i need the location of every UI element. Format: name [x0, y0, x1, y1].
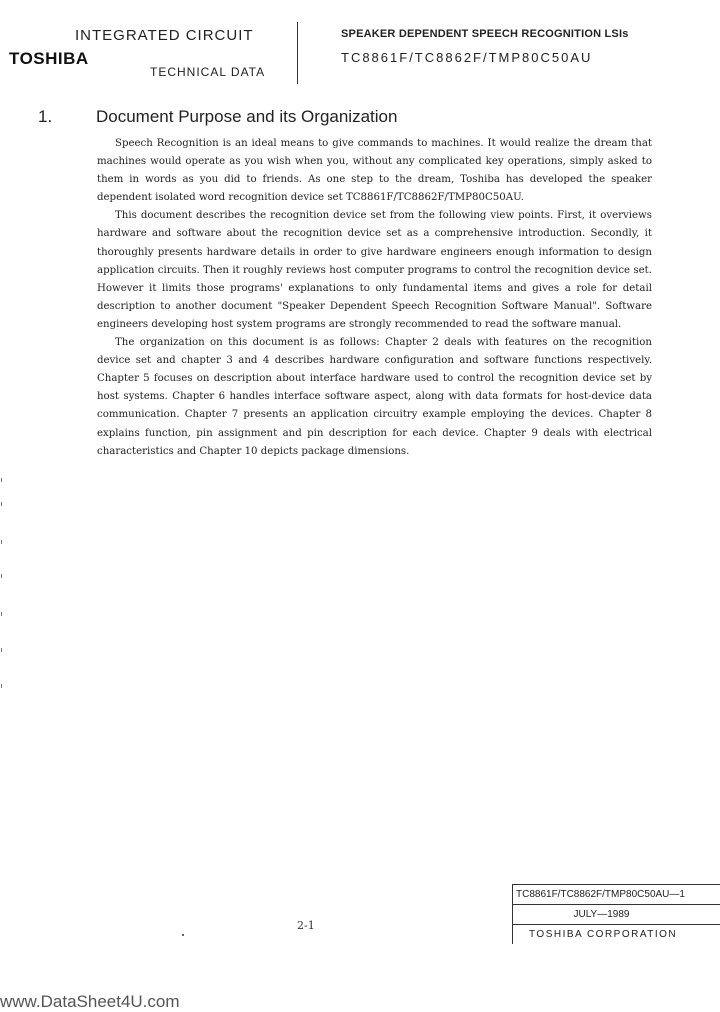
body-text: [97, 135, 652, 461]
margin-mark: [1, 648, 2, 652]
section-number: 1.: [38, 107, 53, 126]
integrated-circuit-label: INTEGRATED CIRCUIT: [75, 27, 254, 44]
footer-box: [512, 884, 720, 942]
paragraph-scope: This document describes the recognition device set from the following view points. First, it overviews hardware and software about the recognition device set as a comprehensive introduction. Secondly, it thoroughly presents hardware details in order to give hardware engineers enough information to design application circuits. Then it roughly reviews host computer programs to control the recognition device set. However it limits those programs' explanations to only fundamental items and gives a role for detail description to another document "Speaker Dependent Speech Recognition Software Manual". Software engineers developing host system programs are strongly recommended to read the software manual.: [97, 210, 652, 330]
footer-date: JULY—1989: [512, 905, 720, 924]
margin-mark: [1, 574, 2, 578]
margin-mark: [1, 502, 2, 506]
margin-mark: [1, 540, 2, 544]
footer-corporation: TOSHIBA CORPORATION: [512, 924, 720, 944]
margin-mark: [1, 612, 2, 616]
toshiba-logo: TOSHIBA: [9, 49, 89, 68]
scan-speck: [182, 934, 184, 936]
watermark-link[interactable]: www.DataSheet4U.com: [0, 992, 180, 1011]
technical-data-label: TECHNICAL DATA: [150, 65, 266, 79]
page-number: 2-1: [297, 919, 315, 932]
paragraph-organization: The organization on this document is as follows: Chapter 2 deals with features on the recognition device set and chapter 3 and 4 describes hardware configuration and software functions respectively. Chapter 5 focuses on description about interface hardware used to control the recognition device set by host systems. Chapter 6 handles interface software aspect, along with data formats for host-device data communication. Chapter 7 presents an application circuitry example employing the devices. Chapter 8 explains function, pin assignment and pin description for each device. Chapter 9 deals with electrical characteristics and Chapter 10 depicts package dimensions.: [97, 337, 652, 457]
margin-mark: [1, 684, 2, 688]
header-left-block: [0, 22, 298, 84]
header-right-block: [341, 28, 629, 65]
paragraph-intro: Speech Recognition is an ideal means to give commands to machines. It would realize the dream that machines would operate as you wish when you, without any complicated key operations, simply asked to them in words as you did to friends. As one step to the dream, Toshiba has developed the speaker dependent isolated word recognition device set TC8861F/TC8862F/TMP80C50AU.: [97, 138, 652, 204]
part-numbers: TC8861F/TC8862F/TMP80C50AU: [341, 50, 593, 65]
footer-doc-code: TC8861F/TC8862F/TMP80C50AU—1: [512, 884, 720, 905]
document-subtitle: SPEAKER DEPENDENT SPEECH RECOGNITION LSIs: [341, 28, 629, 40]
section-title: Document Purpose and its Organization: [96, 107, 398, 126]
margin-mark: [1, 478, 2, 482]
